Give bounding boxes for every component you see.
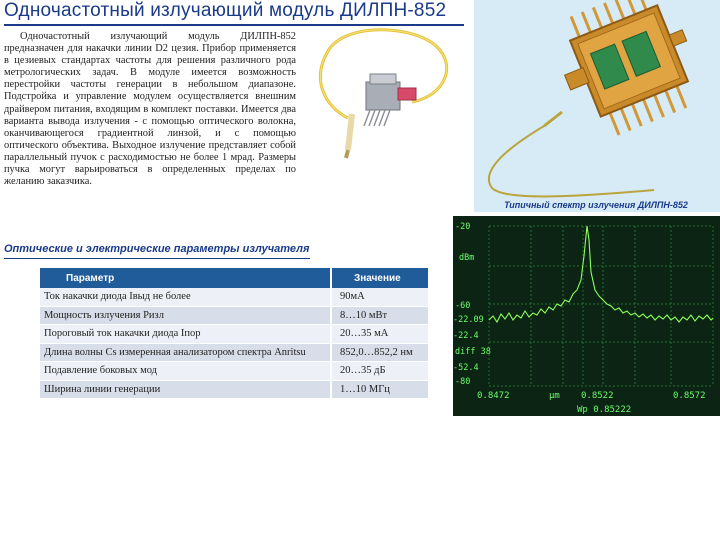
table-row	[40, 325, 428, 344]
marker-readout: Wp 0.85222	[577, 405, 632, 415]
axis-label-marker-b: -22.4	[453, 331, 479, 341]
param-cell: Мощность излучения Ризл	[40, 306, 331, 325]
x-axis-center: 0.8522	[581, 391, 614, 401]
value-cell: 1…10 МГц	[331, 380, 428, 399]
param-cell: Пороговый ток накачки диода Iпор	[40, 325, 331, 344]
table-row	[40, 380, 428, 399]
param-cell: Ширина линии генерации	[40, 380, 331, 399]
section-rule	[4, 258, 310, 259]
parameters-table	[40, 268, 428, 399]
axis-label-unit: dBm	[459, 253, 475, 263]
x-axis-end: 0.8572	[673, 391, 706, 401]
table-row	[40, 306, 428, 325]
axis-label-bottom-left: -80	[455, 377, 471, 387]
table-row	[40, 343, 428, 362]
value-cell: 90мА	[331, 288, 428, 306]
table-header-row	[40, 268, 428, 288]
axis-label-diff: diff 38	[455, 347, 491, 357]
param-cell: Длина волны Cs измеренная анализатором спектра Anritsu	[40, 343, 331, 362]
table-row	[40, 288, 428, 306]
x-axis-unit: μm	[549, 391, 560, 401]
x-axis-start: 0.8472	[477, 391, 510, 401]
header-value: Значение	[331, 268, 428, 288]
spectrum-caption: Типичный спектр излучения ДИЛПН-852	[504, 200, 688, 210]
laser-module-fiber-photo	[304, 26, 464, 176]
axis-label-top-left: -20	[455, 222, 471, 232]
table-row	[40, 362, 428, 381]
param-cell: Ток накачки диода Iвыд не более	[40, 288, 331, 306]
value-cell: 852,0…852,2 нм	[331, 343, 428, 362]
header-parameter: Параметр	[40, 268, 331, 288]
value-cell: 20…35 дБ	[331, 362, 428, 381]
description-text	[4, 31, 296, 188]
description-paragraph: Одночастотный излучающий модуль ДИЛПН-852 предназначен для накачки линии D2 цезия. Прибор применяется в цезиевых стандартах частоты для решения различного рода метрологических задач. В модуле имеется возможность перестройки частоты генерации в небольшом диапазоне. Подстройка и управление модулем осуществляется внешним драйвером питания, входящим в комплект поставки. Имеется два варианта вывода излучения - с помощью оптического волокна, оканчивающегося градиентной линзой, и с помощью оптического объектива. Выходное излучение представляет собой параллельный пучок с расходимостью не более 1 мрад. Размеры пучка могут варьироваться в определенных пределах по желанию заказчика.	[4, 31, 296, 188]
axis-label-marker-c: -52.4	[453, 363, 479, 373]
axis-label-ref: -60	[455, 301, 471, 311]
value-cell: 8…10 мВт	[331, 306, 428, 325]
param-cell: Подавление боковых мод	[40, 362, 331, 381]
axis-label-marker-a: -22.09	[453, 315, 484, 325]
spectrum-analyzer-screen	[453, 216, 720, 416]
value-cell: 20…35 мА	[331, 325, 428, 344]
butterfly-package-render	[474, 0, 720, 212]
page-title: Одночастотный излучающий модуль ДИЛПН-852	[4, 0, 447, 21]
section-title: Оптические и электрические параметры излучателя	[4, 243, 310, 255]
